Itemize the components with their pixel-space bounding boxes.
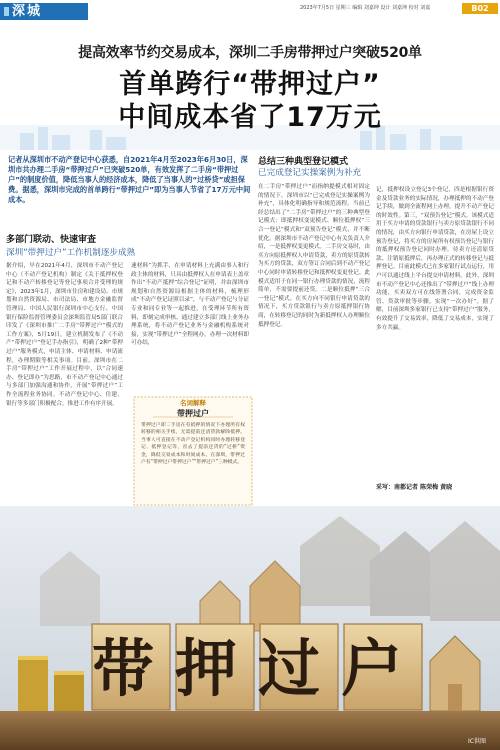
photo-credit: IC供图 (468, 738, 486, 745)
section2-subtitle: 已完成登记实操案例为补充 (258, 168, 362, 178)
headline-title-line1: 首单跨行“带押过户” (119, 69, 381, 100)
section2-title: 总结三种典型登记模式 (258, 157, 349, 167)
section1-title: 多部门联动、快速审查 (6, 235, 97, 245)
glossary-box (133, 396, 253, 506)
section1-column1-text: 据介绍，早在2021年4月，深圳市不动产登记中心（不动产登记机构）制定《关于抵押权登记和不动产转移登记等登记事项合并受理的规定》，2023年1月，深圳市住房和建设局、市规划和自然资源局、市司法局、市地方金融监督管理局、中国人民银行深圳市中心支行、中国银行保险监督管理委员会深圳监管局5部门联合印发了《深圳市推广二手房“带押过户”模式的工作方案》，5月19日，建立机制发布了《不动产“带押过户”登记手办指引》，明确了2种“带押过户”服务模式，申请主体、申请材料、申请流程，办理期限等相关事项。目前，深圳市在二手房“带押过户”工作开展过程中，以“合同速办、登记即办”为思路，市不动产登记中心通过与多部门加强沟通和协作，开展“带押过户”工作全流程业务协同。不动产登记中心、住建、银行等多部门积极配合，推进工作有序开展。 (6, 263, 123, 407)
section2-column3-text: 在二手房“带押过户”而指纳提模式相对固定的情况下，深圳市以“已完成登记实操案例为补充”，具体化明确指导和规范流程。当前已经总结出了“二手房“带押过户”的三种典型登记模式：即抵押权变更模式、顺位抵押权“三合一登记”模式和“双预告登记”模式，并不断优化。据深圳市不动产登记中心有关负责人介绍，一是抵押权变更模式。二手房交易时，由买方向原抵押权人申请贷款，卖方的原贷款转为买方的贷款，双方签订合同后到不动产登记中心同时申请转移登记和抵押权变更登记。此模式适用于在同一银行办理贷款的情况，流程简单，不需要提前还贷。二是顺位抵押“三合一登记”模式。在买方向不同银行申请贷款的情况下，买方贷款银行与卖方原抵押银行协商，在转移登记的同时为新抵押权人办理顺位抵押登记。 (258, 184, 370, 328)
page-header (0, 0, 500, 22)
glossary-kicker: 名词解释 (180, 399, 206, 407)
section1-column2-text: 速材料”为抓手，在申请材料上充满由事人和行政主体的材料，只具由抵押权人在申请表上盖章作出“不动产抵押”综合登记”证明，并由深圳市规划和自然资源局根据主体的材料，梳理形成“不动产登记证照目录”，与不动产登记与分证专业和同专业等一起推进，在受理环节所有资料，即刻完成审核。通过建立多部门线上业务办理系统，将不动产登记业务与金融机构系统对接，实现“带押过户”全程网办，办理一次材料即可办结， (131, 263, 249, 347)
page-code: B02 (462, 3, 498, 14)
headline-kicker: 提高效率节约交易成本，深圳二手房带押过户突破520单 (78, 45, 422, 61)
section-label: 深城 (0, 3, 88, 20)
author-credit: 采写：南都记者 陈荣梅 黄晓 (376, 484, 453, 491)
headline-title-line2: 中间成本省了17万元 (118, 102, 382, 133)
section1-subtitle: 深圳“带押过户”工作机制逐步成熟 (6, 248, 136, 258)
issue-line: 2023年7月5日 星期三 编辑 刘嘉坤 设计 刘嘉坤 校对 刘嘉 (300, 5, 431, 11)
section2-column4-text: 记，抵押权设立登记3个登记，四是根据银行资金及贷款业务的实际情况，办理抵押的不动产登记手续，做到全流程网上办理，提升不动产登记的时效性。第三，“双预告登记”模式。该模式适用于买方申请的贷款银行与卖方原贷款银行不同的情况，由买方向银行申请贷款，在房屋上设立预告登记，将买方的房屋所有权预告登记与银行的抵押权预告登记同时办理。待卖方还清原贷款、注销原抵押后，再办理正式的转移登记与抵押登记。目前此模式已在多家银行试点运行，用户可以通过线上平台提交申请材料。此外，深圳市不动产登记中心还推出了“带押过户”线上办理功能，买卖双方可在线签署合同，完成资金监管、贷款审批等步骤，实现“一次办好”。据了解，目前深圳多家银行已支持“带押过户”服务，有效提升了交易效率，降低了交易成本，实现了多方共赢。 (376, 187, 494, 331)
photo-sign-text: 带押过户 (92, 632, 425, 705)
lead-paragraph: 记者从深圳市不动产登记中心获悉，自2021年4月至2023年6月30日，深圳市共办理二手房“带押过户”已突破520单，有效发挥了二手房“带押过户”的制度价值，降低当事人的经济成本，降低了当事人的“过桥贷”或担保费。据悉，深圳市完成的首单跨行“带押过户”即为当事人节省了17万元中间成本。 (8, 155, 251, 204)
glossary-body: 带押过户即二手房在有抵押的情况下办理所有权转移的相关手续，无需提前还清贷款解除抵押。当事人可直接在不动产登记机构同时办理转移登记、抵押登记等，省去了提前还贷的“过桥”资金，降低交易成本和时间成本。在深圳，带押过户有“带押过户带押过户”“带押过户”三种模式。 (141, 423, 245, 466)
glossary-title: 带押过户 (177, 409, 209, 418)
